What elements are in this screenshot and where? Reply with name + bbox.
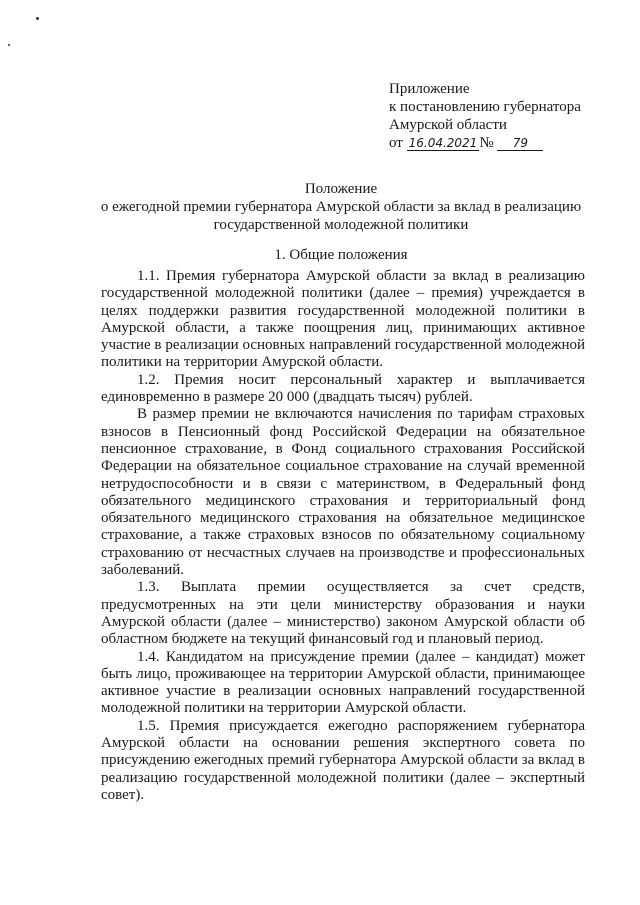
section-heading: 1. Общие положения xyxy=(274,247,408,263)
title-line: Положение xyxy=(304,181,378,197)
document-body xyxy=(101,268,585,804)
scan-speck xyxy=(8,44,10,46)
handwritten-number: 79 xyxy=(497,136,543,151)
paragraph: 1.4. Кандидатом на присуждение премии (далее – кандидат) может быть лицо, проживающее на территории Амурской области, принимающее активное участие в реализации основных направлений государственной молодежной политики на территории Амурской области. xyxy=(101,648,585,717)
appendix-date-line xyxy=(389,134,619,152)
paragraph: 1.1. Премия губернатора Амурской области за вклад в реализацию государственной молодежной политики (далее – премия) учреждается в целях поддержки развития государственной молодежной политики в Амурской области, а также поощрения лиц, принимающих активное участие в реализации основных направлений государственной молодежной политики на территории Амурской области. xyxy=(101,268,585,371)
appendix-line: к постановлению губернатора xyxy=(389,99,581,115)
scan-speck xyxy=(36,17,39,20)
appendix-line: Приложение xyxy=(389,81,470,97)
paragraph: 1.3. Выплата премии осуществляется за счет средств, предусмотренных на эти цели министерству образования и науки Амурской области (далее – министерство) законом Амурской области об областном бюджете на текущий финансовый год и плановый период. xyxy=(101,579,585,648)
number-sign: № xyxy=(479,135,494,151)
appendix-block xyxy=(389,80,619,152)
paragraph: 1.5. Премия присуждается ежегодно распоряжением губернатора Амурской области на основании решения экспертного совета по присуждению ежегодных премий губернатора Амурской области за вклад в реализацию государственной молодежной политики (далее – экспертный совет). xyxy=(101,717,585,803)
paragraph: 1.2. Премия носит персональный характер и выплачивается единовременно в размере 20 000 (двадцать тысяч) рублей. xyxy=(101,371,585,406)
date-prefix: от xyxy=(389,135,403,151)
document-title xyxy=(95,180,587,234)
appendix-line: Амурской области xyxy=(389,117,507,133)
handwritten-date: 16.04.2021 xyxy=(408,136,478,150)
title-line: о ежегодной премии губернатора Амурской области за вклад в реализацию xyxy=(100,199,582,215)
title-line: государственной молодежной политики xyxy=(213,217,469,233)
paragraph: В размер премии не включаются начисления по тарифам страховых взносов в Пенсионный фонд Российской Федерации на обязательное пенсионное страхование, в Фонд социального страхования Российской Федерации на обязательное социальное страхование на случай временной нетрудоспособности и в связи с материнством, в Федеральный фонд обязательного медицинского страхования и территориальный фонд обязательного медицинского страхования на обязательное медицинское страхование, а также страховых взносов по обязательному социальному страхованию от несчастных случаев на производстве и профессиональных заболеваний. xyxy=(101,406,585,579)
